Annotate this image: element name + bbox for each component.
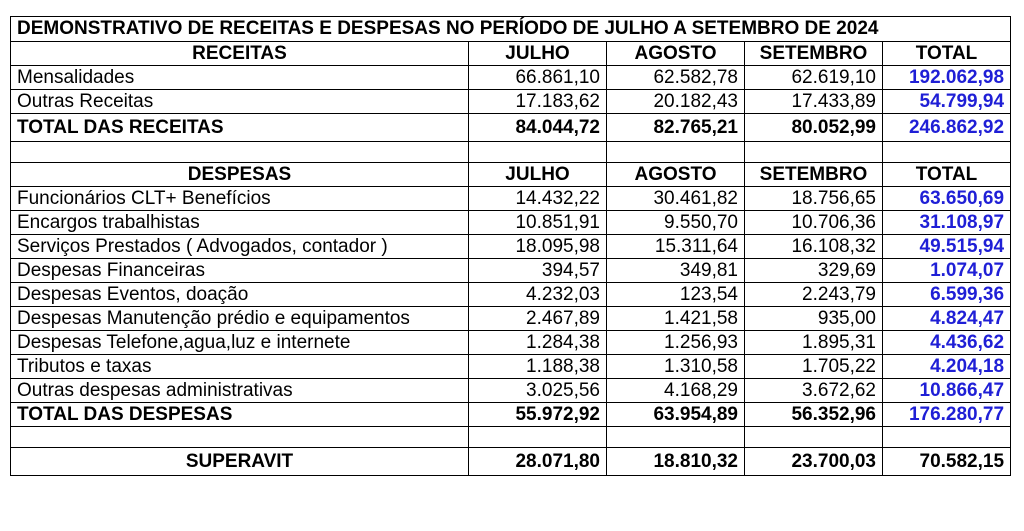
cell-julho: 14.432,22: [469, 187, 607, 211]
cell-setembro: 62.619,10: [745, 66, 883, 90]
cell-total: 31.108,97: [883, 211, 1011, 235]
table-row: [11, 235, 1011, 259]
row-label: Despesas Manutenção prédio e equipamentos: [11, 307, 469, 331]
cell-julho: 394,57: [469, 259, 607, 283]
cell-julho: 3.025,56: [469, 379, 607, 403]
spacer-row: [11, 142, 1011, 163]
total-despesas-julho: 55.972,92: [469, 403, 607, 427]
cell-total: 1.074,07: [883, 259, 1011, 283]
table-row: [11, 283, 1011, 307]
cell-setembro: 1.895,31: [745, 331, 883, 355]
cell-agosto: 123,54: [607, 283, 745, 307]
header-agosto: AGOSTO: [607, 163, 745, 187]
receitas-total-row: [11, 114, 1011, 142]
cell-setembro: 329,69: [745, 259, 883, 283]
cell-agosto: 1.310,58: [607, 355, 745, 379]
cell-setembro: 17.433,89: [745, 90, 883, 114]
total-despesas-agosto: 63.954,89: [607, 403, 745, 427]
cell-total: 4.436,62: [883, 331, 1011, 355]
total-receitas-setembro: 80.052,99: [745, 114, 883, 142]
total-despesas-setembro: 56.352,96: [745, 403, 883, 427]
empty-cell: [607, 142, 745, 163]
cell-agosto: 9.550,70: [607, 211, 745, 235]
total-despesas-label: TOTAL DAS DESPESAS: [11, 403, 469, 427]
row-label: Outras despesas administrativas: [11, 379, 469, 403]
receitas-header-row: [11, 42, 1011, 66]
superavit-julho: 28.071,80: [469, 448, 607, 476]
superavit-setembro: 23.700,03: [745, 448, 883, 476]
cell-total: 6.599,36: [883, 283, 1011, 307]
table-row: [11, 355, 1011, 379]
empty-cell: [883, 142, 1011, 163]
cell-julho: 10.851,91: [469, 211, 607, 235]
cell-setembro: 3.672,62: [745, 379, 883, 403]
header-agosto: AGOSTO: [607, 42, 745, 66]
row-label: Encargos trabalhistas: [11, 211, 469, 235]
cell-total: 4.204,18: [883, 355, 1011, 379]
row-label: Mensalidades: [11, 66, 469, 90]
row-label: Funcionários CLT+ Benefícios: [11, 187, 469, 211]
header-setembro: SETEMBRO: [745, 163, 883, 187]
total-receitas-label: TOTAL DAS RECEITAS: [11, 114, 469, 142]
header-setembro: SETEMBRO: [745, 42, 883, 66]
row-label: Despesas Eventos, doação: [11, 283, 469, 307]
superavit-row: [11, 448, 1011, 476]
cell-setembro: 16.108,32: [745, 235, 883, 259]
header-total: TOTAL: [883, 42, 1011, 66]
cell-setembro: 10.706,36: [745, 211, 883, 235]
table-row: [11, 187, 1011, 211]
cell-agosto: 349,81: [607, 259, 745, 283]
cell-agosto: 20.182,43: [607, 90, 745, 114]
cell-total: 10.866,47: [883, 379, 1011, 403]
row-label: Serviços Prestados ( Advogados, contador ): [11, 235, 469, 259]
cell-setembro: 18.756,65: [745, 187, 883, 211]
cell-julho: 1.188,38: [469, 355, 607, 379]
row-label: Outras Receitas: [11, 90, 469, 114]
table-row: [11, 307, 1011, 331]
cell-julho: 2.467,89: [469, 307, 607, 331]
cell-agosto: 1.421,58: [607, 307, 745, 331]
total-receitas-total: 246.862,92: [883, 114, 1011, 142]
total-despesas-total: 176.280,77: [883, 403, 1011, 427]
row-label: Despesas Financeiras: [11, 259, 469, 283]
receitas-header-label: RECEITAS: [11, 42, 469, 66]
cell-total: 192.062,98: [883, 66, 1011, 90]
cell-total: 54.799,94: [883, 90, 1011, 114]
row-label: Despesas Telefone,agua,luz e internete: [11, 331, 469, 355]
cell-julho: 1.284,38: [469, 331, 607, 355]
table-title: DEMONSTRATIVO DE RECEITAS E DESPESAS NO PERÍODO DE JULHO A SETEMBRO DE 2024: [11, 17, 1011, 42]
cell-julho: 17.183,62: [469, 90, 607, 114]
despesas-total-row: [11, 403, 1011, 427]
cell-agosto: 1.256,93: [607, 331, 745, 355]
total-receitas-agosto: 82.765,21: [607, 114, 745, 142]
table-row: [11, 331, 1011, 355]
despesas-header-label: DESPESAS: [11, 163, 469, 187]
header-julho: JULHO: [469, 163, 607, 187]
cell-agosto: 4.168,29: [607, 379, 745, 403]
title-row: [11, 17, 1011, 42]
table-row: [11, 66, 1011, 90]
cell-setembro: 1.705,22: [745, 355, 883, 379]
cell-total: 63.650,69: [883, 187, 1011, 211]
superavit-total: 70.582,15: [883, 448, 1011, 476]
cell-setembro: 2.243,79: [745, 283, 883, 307]
empty-cell: [745, 142, 883, 163]
empty-cell: [883, 427, 1011, 448]
cell-agosto: 15.311,64: [607, 235, 745, 259]
cell-total: 4.824,47: [883, 307, 1011, 331]
cell-agosto: 62.582,78: [607, 66, 745, 90]
cell-julho: 18.095,98: [469, 235, 607, 259]
cell-total: 49.515,94: [883, 235, 1011, 259]
despesas-header-row: [11, 163, 1011, 187]
empty-cell: [11, 142, 469, 163]
header-total: TOTAL: [883, 163, 1011, 187]
spacer-row: [11, 427, 1011, 448]
financial-statement-table: [10, 16, 1011, 476]
row-label: Tributos e taxas: [11, 355, 469, 379]
table-row: [11, 379, 1011, 403]
header-julho: JULHO: [469, 42, 607, 66]
empty-cell: [469, 142, 607, 163]
total-receitas-julho: 84.044,72: [469, 114, 607, 142]
table-row: [11, 259, 1011, 283]
superavit-label: SUPERAVIT: [11, 448, 469, 476]
table-row: [11, 211, 1011, 235]
table-row: [11, 90, 1011, 114]
empty-cell: [469, 427, 607, 448]
superavit-agosto: 18.810,32: [607, 448, 745, 476]
empty-cell: [11, 427, 469, 448]
empty-cell: [607, 427, 745, 448]
cell-julho: 4.232,03: [469, 283, 607, 307]
cell-agosto: 30.461,82: [607, 187, 745, 211]
cell-setembro: 935,00: [745, 307, 883, 331]
empty-cell: [745, 427, 883, 448]
cell-julho: 66.861,10: [469, 66, 607, 90]
